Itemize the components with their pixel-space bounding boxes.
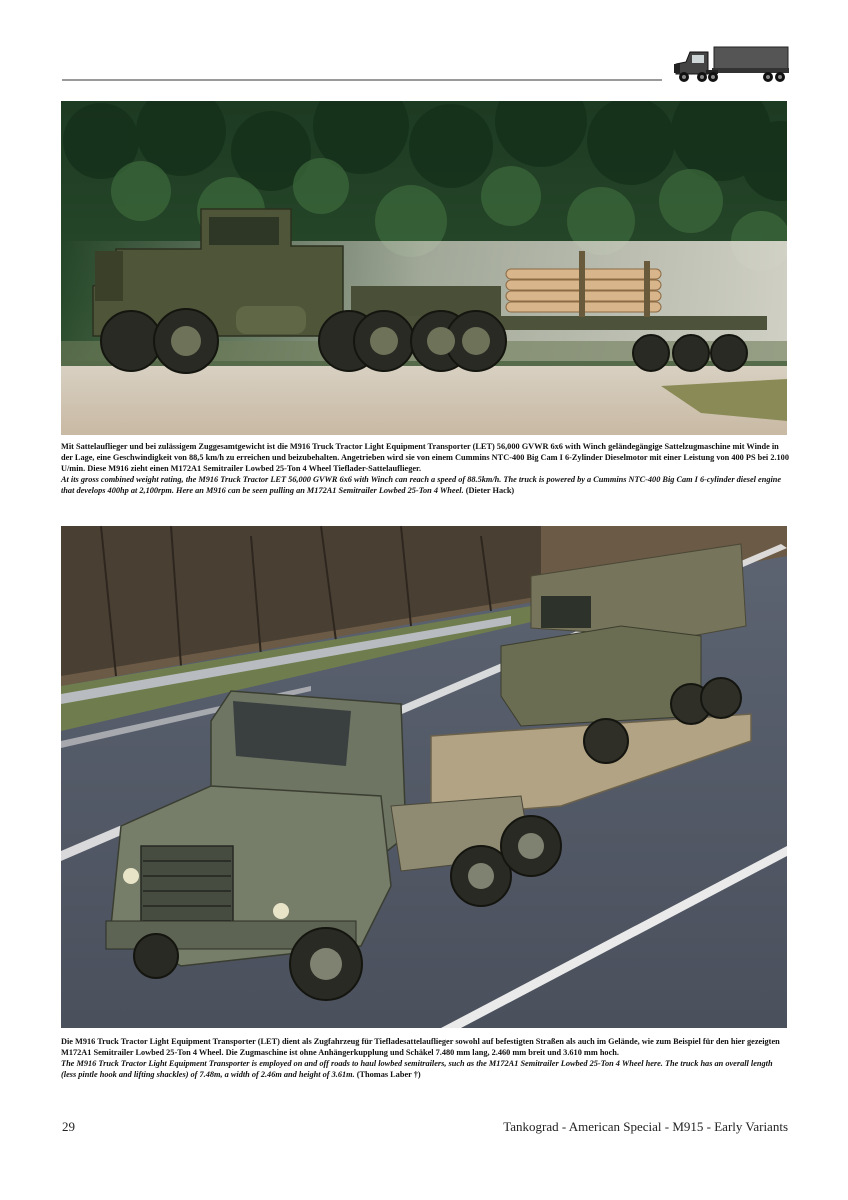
- caption-german: Die M916 Truck Tractor Light Equipment Transporter (LET) dient als Zugfahrzeug für Tiefladesattelauflieger sowohl auf befestigten Straßen als auch im Gelände, wie zum Beispiel für den hier gezeigten M172A1 Semitrailer Lowbed 25-Ton 4 Wheel. Die Zugmaschine ist ohne Anhängerkupplung und Schäkel 7.480 mm lang, 2.460 mm breit und 3.610 mm hoch.: [61, 1037, 780, 1057]
- running-title: Tankograd - American Special - M915 - Early Variants: [503, 1119, 788, 1134]
- caption-english-text: At its gross combined weight rating, the M916 Truck Tractor LET 56,000 GVWR 6x6 with Winch can reach a speed of 88.5km/h. The truck is powered by a Cummins NTC-400 Big Cam I 6-cylinder diesel engine that develops 400hp at 2,100rpm. Here an M916 can be seen pulling an M172A1 Semitrailer Lowbed 25-Ton 4 Wheel.: [61, 475, 782, 495]
- caption-english-text: The M916 Truck Tractor Light Equipment Transporter is employed on and off roads to haul lowbed semitrailers, such as the M172A1 Semitrailer Lowbed 25-Ton 4 Wheel here. The truck has an overall length (less pintle hook and lifting shackles) of 7.48m, a width of 2.46m and height of 3.61m.: [61, 1059, 773, 1079]
- header-rule: [62, 79, 662, 81]
- photo-m916-highway-transport: [61, 526, 787, 1028]
- photo-caption-2: [61, 1036, 789, 1080]
- photo-caption-1: [61, 441, 789, 496]
- page-number: 29: [62, 1119, 75, 1134]
- caption-english: [61, 474, 789, 496]
- truck-with-semitrailer-icon: [672, 44, 790, 86]
- caption-english: [61, 1058, 789, 1080]
- photo-m916-log-transport: [61, 101, 787, 435]
- photo-credit: (Dieter Hack): [465, 486, 515, 495]
- caption-german: Mit Sattelauflieger und bei zulässigem Zuggesamtgewicht ist die M916 Truck Tractor Light Equipment Transporter (LET) 56,000 GVWR 6x6 with Winch geländegängige Sattelzugmaschine mit Winde in der Lage, eine Geschwindigkeit von 88,5 km/h zu erreichen und beizubehalten. Angetrieben wird sie von einem Cummins NTC-400 Big Cam I 6-Zylinder Dieselmotor mit einer Leistung von 400 PS bei 2.100 U/min. Diese M916 zieht einen M172A1 Semitrailer Lowbed 25-Ton 4 Wheel Tieflader-Sattelauflieger.: [61, 442, 789, 473]
- photo-credit: (Thomas Laber †): [356, 1070, 421, 1079]
